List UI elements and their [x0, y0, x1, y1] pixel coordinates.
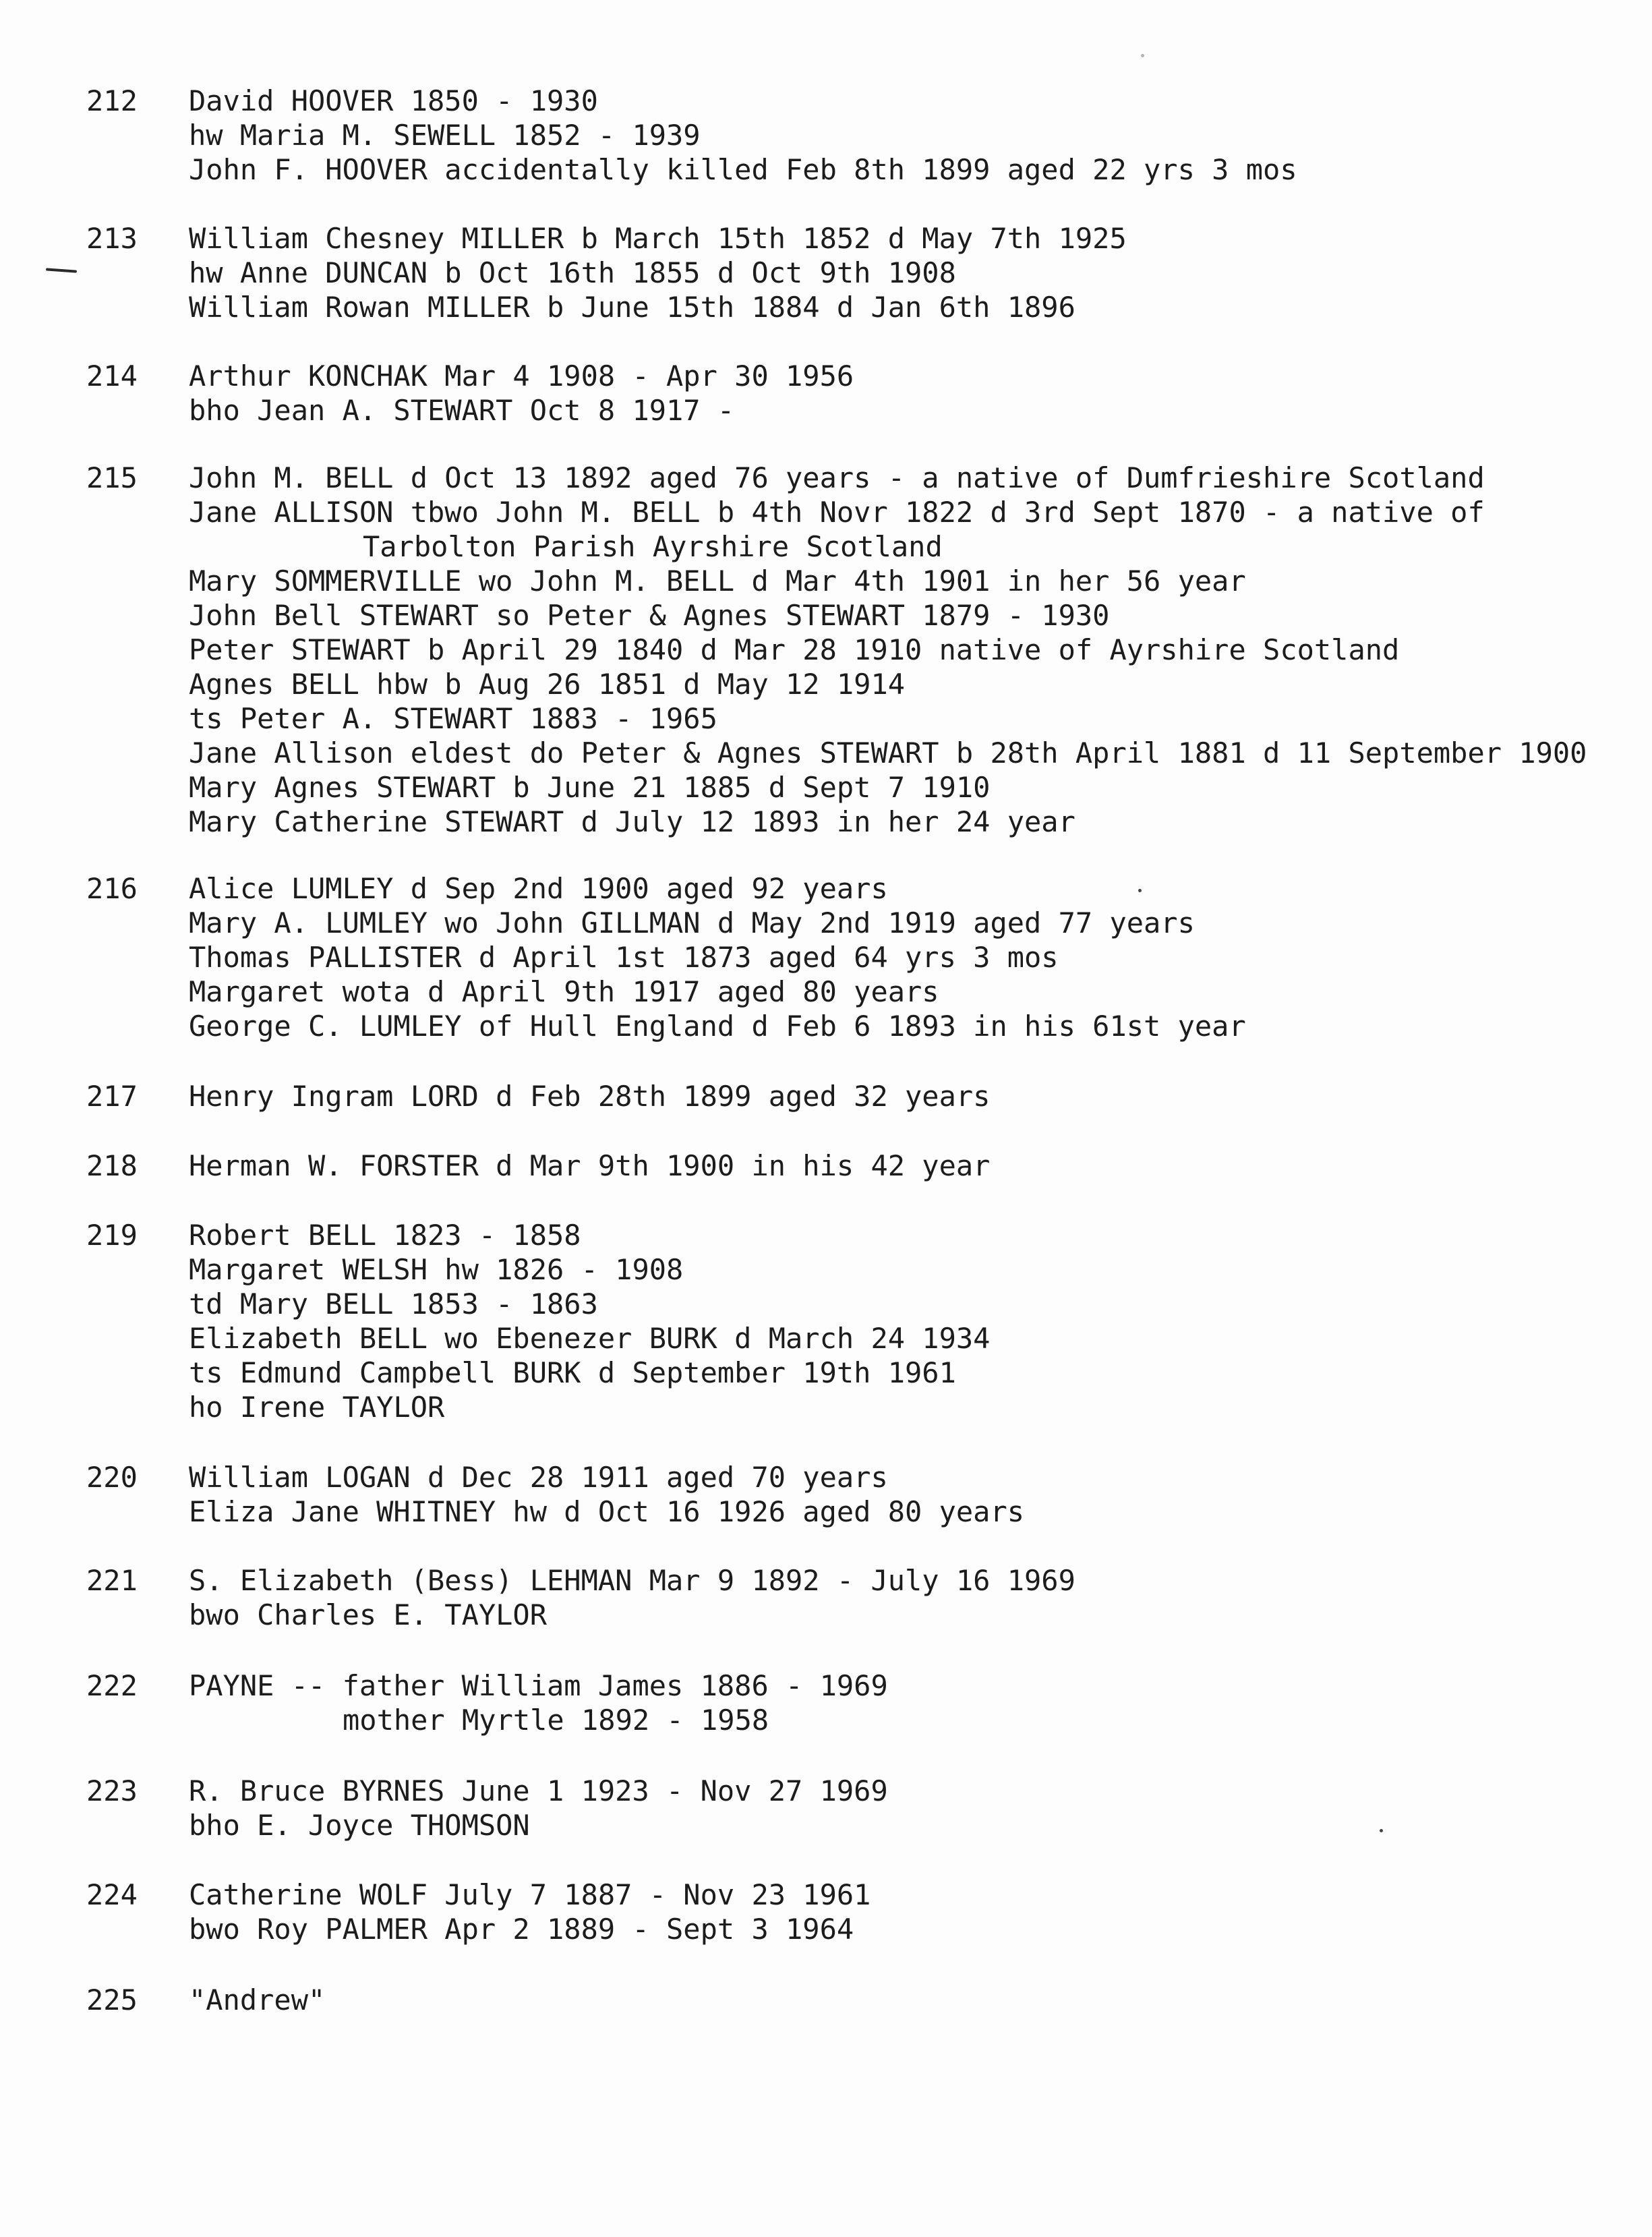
entry-line: bwo Roy PALMER Apr 2 1889 - Sept 3 1964 [189, 1913, 854, 1946]
entry-line: William LOGAN d Dec 28 1911 aged 70 years [189, 1461, 888, 1494]
entry-number: 217 [86, 1080, 138, 1113]
entry-line: bwo Charles E. TAYLOR [189, 1598, 548, 1631]
entry-line: Thomas PALLISTER d April 1st 1873 aged 64 yrs 3 mos [189, 941, 1059, 974]
entry-lines [189, 1460, 1639, 1529]
entry-line: Elizabeth BELL wo Ebenezer BURK d March 24 1934 [189, 1322, 991, 1355]
entry-lines [189, 1668, 1639, 1737]
entry-lines [189, 1218, 1639, 1424]
entry-lines [189, 1878, 1639, 1946]
entry-line: Mary Catherine STEWART d July 12 1893 in her 24 year [189, 805, 1075, 838]
entry-line: Mary SOMMERVILLE wo John M. BELL d Mar 4th 1901 in her 56 year [189, 564, 1246, 598]
entry-line: John M. BELL d Oct 13 1892 aged 76 years - a native of Dumfrieshire Scotland [189, 461, 1485, 494]
entry-lines [189, 221, 1639, 324]
entry-line: bho E. Joyce THOMSON [189, 1809, 530, 1842]
entry-number: 218 [86, 1149, 138, 1182]
entry-line: John F. HOOVER accidentally killed Feb 8th 1899 aged 22 yrs 3 mos [189, 153, 1297, 186]
entry-number: 213 [86, 222, 138, 255]
entry-lines [189, 461, 1639, 839]
entry-lines [189, 84, 1639, 187]
entry-line: George C. LUMLEY of Hull England d Feb 6 1893 in his 61st year [189, 1010, 1246, 1043]
entry-line: Margaret wota d April 9th 1917 aged 80 years [189, 975, 939, 1008]
entry-line: "Andrew" [189, 1983, 326, 2016]
entry-line: Peter STEWART b April 29 1840 d Mar 28 1910 native of Ayrshire Scotland [189, 633, 1400, 666]
entry-line: hw Anne DUNCAN b Oct 16th 1855 d Oct 9th 1908 [189, 256, 956, 289]
entry-number: 214 [86, 359, 138, 393]
entry-lines [189, 1149, 1639, 1183]
entry-line: R. Bruce BYRNES June 1 1923 - Nov 27 1969 [189, 1774, 888, 1807]
scan-speck [1380, 1829, 1383, 1832]
entry-line: Agnes BELL hbw b Aug 26 1851 d May 12 1914 [189, 668, 906, 701]
entry-number: 220 [86, 1461, 138, 1494]
entry-line: bho Jean A. STEWART Oct 8 1917 - [189, 394, 735, 427]
entry-line: Robert BELL 1823 - 1858 [189, 1219, 581, 1252]
entry-number: 225 [86, 1983, 138, 2016]
margin-pencil-mark [46, 268, 77, 272]
entry-lines [189, 359, 1639, 428]
entry-line: mother Myrtle 1892 - 1958 [343, 1704, 769, 1737]
entry-line: PAYNE -- father William James 1886 - 1969 [189, 1669, 888, 1702]
entry-line: Herman W. FORSTER d Mar 9th 1900 in his 42 year [189, 1149, 991, 1182]
entry-lines [189, 871, 1639, 1043]
entry-line: Arthur KONCHAK Mar 4 1908 - Apr 30 1956 [189, 359, 854, 393]
entry-line: hw Maria M. SEWELL 1852 - 1939 [189, 119, 701, 152]
entry-line: Mary Agnes STEWART b June 21 1885 d Sept 7 1910 [189, 771, 991, 804]
entry-line: Catherine WOLF July 7 1887 - Nov 23 1961 [189, 1878, 871, 1911]
entry-number: 224 [86, 1878, 138, 1911]
entry-line: Jane ALLISON tbwo John M. BELL b 4th Novr 1822 d 3rd Sept 1870 - a native of [189, 496, 1485, 529]
entry-line: Tarbolton Parish Ayrshire Scotland [363, 530, 943, 563]
entry-line: William Chesney MILLER b March 15th 1852 d May 7th 1925 [189, 222, 1127, 255]
entry-lines [189, 1079, 1639, 1113]
entry-number: 215 [86, 461, 138, 494]
entry-lines [189, 1774, 1639, 1842]
entry-number: 219 [86, 1219, 138, 1252]
entry-number: 222 [86, 1669, 138, 1702]
entry-number: 216 [86, 872, 138, 905]
entry-lines [189, 1563, 1639, 1632]
entry-number: 212 [86, 84, 138, 117]
entry-line: ho Irene TAYLOR [189, 1391, 445, 1424]
entry-lines [189, 1983, 1639, 2017]
entry-line: Alice LUMLEY d Sep 2nd 1900 aged 92 years [189, 872, 888, 905]
scan-speck [1141, 54, 1144, 57]
entry-line: ts Edmund Campbell BURK d September 19th 1961 [189, 1356, 956, 1389]
scan-speck [1138, 889, 1142, 892]
entry-line: Margaret WELSH hw 1826 - 1908 [189, 1253, 684, 1286]
entry-line: William Rowan MILLER b June 15th 1884 d Jan 6th 1896 [189, 291, 1075, 324]
entry-number: 221 [86, 1564, 138, 1597]
entry-line: td Mary BELL 1853 - 1863 [189, 1287, 598, 1320]
entry-line: Mary A. LUMLEY wo John GILLMAN d May 2nd 1919 aged 77 years [189, 906, 1195, 939]
entry-line: Eliza Jane WHITNEY hw d Oct 16 1926 aged 80 years [189, 1495, 1025, 1528]
entry-line: David HOOVER 1850 - 1930 [189, 84, 598, 117]
entry-line: Jane Allison eldest do Peter & Agnes STEWART b 28th April 1881 d 11 September 1900 [189, 736, 1587, 769]
entry-line: ts Peter A. STEWART 1883 - 1965 [189, 702, 717, 735]
entry-line: Henry Ingram LORD d Feb 28th 1899 aged 32 years [189, 1080, 991, 1113]
entry-number: 223 [86, 1774, 138, 1807]
entry-line: S. Elizabeth (Bess) LEHMAN Mar 9 1892 - July 16 1969 [189, 1564, 1075, 1597]
entry-line: John Bell STEWART so Peter & Agnes STEWART 1879 - 1930 [189, 599, 1110, 632]
